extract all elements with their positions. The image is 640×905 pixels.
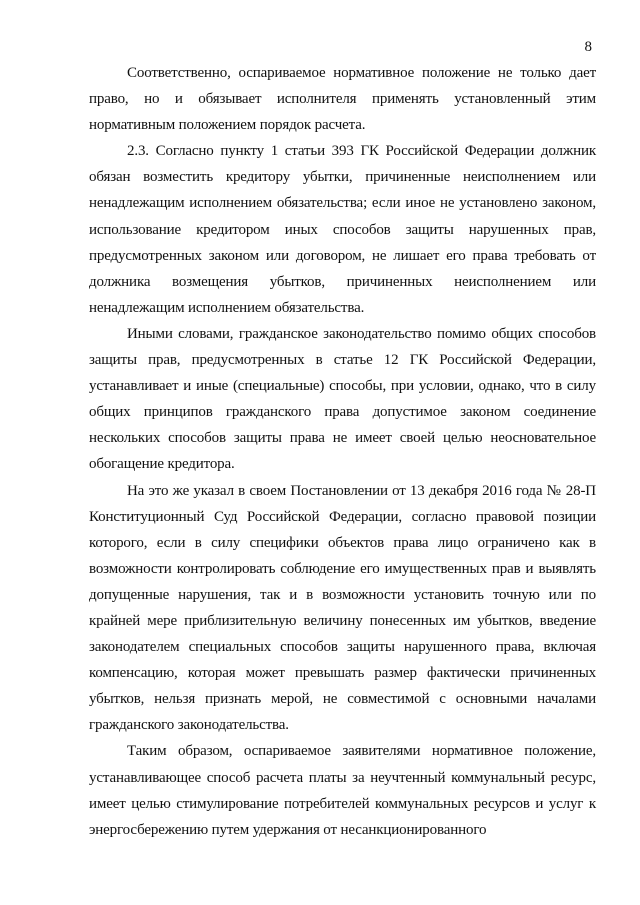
page-number: 8 (584, 39, 592, 55)
body-text (89, 60, 596, 843)
paragraph: Соответственно, оспариваемое нормативное положение не только дает право, но и обязывает исполнителя применять установленный этим нормативным положением порядок расчета. (89, 65, 596, 134)
paragraph: Иными словами, гражданское законодательство помимо общих способов защиты прав, предусмотренных в статье 12 ГК Российской Федерации, устанавливает и иные (специальные) способы, при условии, однако, что в силу общих принципов гражданского права допустимое законом соединение нескольких способов защиты права не имеет своей целью неосновательное обогащение кредитора. (89, 325, 596, 473)
paragraph: 2.3. Согласно пункту 1 статьи 393 ГК Российской Федерации должник обязан возместить кредитору убытки, причиненные неисполнением или ненадлежащим исполнением обязательства; если иное не установлено законом, использование кредитором иных способов защиты нарушенных прав, предусмотренных законом или договором, не лишает его права требовать от должника возмещения убытков, причиненных неисполнением или ненадлежащим исполнением обязательства. (89, 143, 596, 316)
paragraph: На это же указал в своем Постановлении от 13 декабря 2016 года № 28-П Конституционный Суд Российской Федерации, согласно правовой позиции которого, если в силу специфики объектов права лицо ограничено как в возможности контролировать соблюдение его имущественных прав и выявлять допущенные нарушения, так и в возможности установить точную или по крайней мере приблизительную величину понесенных им убытков, введение законодателем специальных способов защиты нарушенного права, включая компенсацию, которая может превышать размер фактически причиненных убытков, нельзя признать мерой, не совместимой с основными началами гражданского законодательства. (89, 482, 596, 734)
paragraph: Таким образом, оспариваемое заявителями нормативное положение, устанавливающее способ расчета платы за неучтенный коммунальный ресурс, имеет целью стимулирование потребителей коммунальных ресурсов и услуг к энергосбережению путем удержания от несанкционированного (89, 743, 596, 838)
